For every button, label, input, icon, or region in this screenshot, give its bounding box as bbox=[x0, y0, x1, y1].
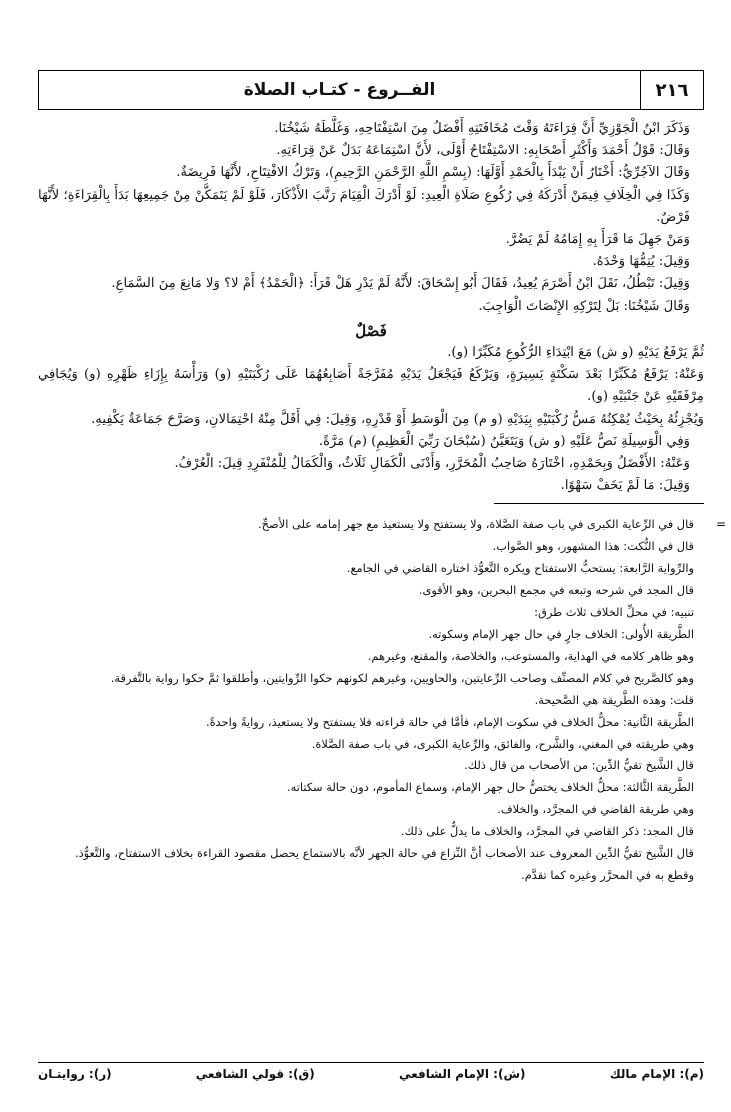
paragraph: وَمَنْ جَهِلَ مَا قَرَأَ بِهِ إِمَامُهُ لَمْ يَضُرَّ. bbox=[505, 232, 690, 248]
abbr-malik: (م): الإمام مالك bbox=[609, 1067, 704, 1081]
footnote-line: تنبيه: في محلِّ الخلاف ثلاث طرق: bbox=[534, 605, 694, 620]
paragraph: وَكَذَا فِي الْخِلَافِ فِيمَنْ أَدْرَكَهُ فِي رُكُوعِ صَلَاةِ الْعِيدِ: لَوْ أَدْرَكَ الْقِيَامَ رَتَّبَ الأَذْكَارَ، فَلَوْ لَمْ يَتَمَكَّنْ مِنْ جَمِيعِهَا بَدَأَ بِالْقِرَاءَةِ؛ لأَنَّهَا فَرْضٌ. bbox=[38, 187, 690, 225]
footnote-line: وهو كالصَّريح في كلام المصنِّف وصاحب الرِّعايتين، والحاويين، وغيرهم لكونهم حكوا الرِّوايتين، وأطلقوا ثمَّ حكوا رواية بالتَّفرقة. bbox=[110, 670, 694, 685]
footnote-line: الطَّريقة الأُولى: الخلاف جارٍ في حال جهر الإمام وسكوته. bbox=[428, 626, 694, 641]
continuation-mark: = bbox=[715, 517, 726, 532]
footnote-line: الطَّريقة الثَّانية: محلُّ الخلاف في سكوت الإمام، فأمَّا في حالة قراءته فلا يستفتح ولا يستعيذ، روايةً واحدةً. bbox=[205, 714, 694, 729]
paragraph: وَذَكَرَ ابْنُ الْجَوْزِيِّ أَنَّ قِرَاءَتَهُ وَقْتَ مُخَافَتَتِهِ أَفْضَلُ مِنَ اسْتِفْتَاحِهِ، وَغَلَّطَهُ شَيْخُنَا. bbox=[274, 121, 690, 136]
footnote-line bbox=[38, 514, 726, 536]
paragraph: وَقِيلَ: يُتِمُّهَا وَحْدَهُ. bbox=[592, 254, 690, 270]
paragraph: وَعَنْهُ: الأَفْضَلُ وَبِحَمْدِهِ، اخْتَارَهُ صَاحِبُ الْمُحَرَّرِ، وَأَدْنَى الْكَمَالِ ثَلَاثٌ، وَالْكَمَالُ لِلْمُنْفَرِدِ قِيلَ: الْعُرْفُ. bbox=[174, 456, 690, 472]
footnote-line: قال المجد: ذكر القاضي في المجرَّد، والخلاف ما يدلُّ على ذلك. bbox=[400, 824, 694, 839]
footnotes bbox=[38, 514, 726, 886]
abbr-two-narrations: (ر): روايتـان bbox=[38, 1067, 112, 1081]
paragraph: وَفِي الْوَسِيلَةِ نَصُّ عَلَيْهِ (و ش) وَيَتَعَيَّنُ (سُبْحَانَ رَبِّيَ الْعَظِيمِ) (م) مَرَّةً. bbox=[318, 433, 690, 449]
abbreviation-key bbox=[38, 1062, 704, 1081]
footnote-line: وهي طريقة القاضي في المجرَّد، والخلاف. bbox=[497, 802, 694, 817]
abbr-shafii-two-sayings: (ق): قولي الشافعي bbox=[195, 1067, 315, 1081]
footnote-line: قال المجد في شرحه وتبعه في مجمع البحرين، وهو الأقوى. bbox=[418, 583, 694, 598]
paragraph: وَيُجْزِئُهُ بِحَيْثُ يُمْكِنُهُ مَسُّ رُكْبَتَيْهِ بِيَدَيْهِ (و م) مِنَ الْوَسَطِ أَوْ قَدْرِهِ، وَقِيلَ: فِي أَقَلَّ مِنْهُ احْتِمَالانِ، وَصَرَّحَ جَمَاعَةٌ يَكْفِيهِ. bbox=[91, 411, 704, 427]
page-header bbox=[38, 70, 704, 110]
paragraph: وَقَالَ الآجُرِّيُّ: أَخْتَارُ أَنْ يَبْدَأَ بِالْحَمْدِ أَوَّلَهَا: (بِسْمِ اللَّهِ الرَّحْمَنِ الرَّحِيمِ)، وَتَرْكُ الافْتِتَاحِ، لأَنَّهَا فَرِيضَةٌ. bbox=[176, 165, 690, 181]
section-heading: فَصْلٌ bbox=[355, 321, 387, 340]
abbr-shafii: (ش): الإمام الشافعي bbox=[398, 1067, 526, 1081]
paragraph: وَقِيلَ: تَبْطُلُ، نَقَلَ ابْنُ أَصْرَمَ يُعِيدُ، فَقَالَ أَبُو إِسْحَاقَ: لأَنَّهُ لَمْ يَدْرِ هَلْ قَرَأَ: ﴿الْحَمْدُ﴾ أَمْ لا؟ وَلا مَانِعَ مِنَ السَّمَاعِ. bbox=[111, 276, 690, 292]
page-number: ٢١٦ bbox=[640, 71, 703, 109]
footnote-line: الطَّريقة الثَّالثة: محلُّ الخلاف يختصُّ حال جهر الإمام، وسماع المأموم، دون حالة سكتاته. bbox=[286, 780, 694, 795]
paragraph: وَقَالَ شَيْخُنَا: بَلْ لِتَرْكِهِ الإِنْصَاتَ الْوَاجِبَ. bbox=[478, 298, 690, 314]
footnote-line: والرِّواية الرَّابعة: يستحبُّ الاستفتاح ويكره التَّعوُّذ اختاره القاضي في الجامع. bbox=[346, 561, 694, 576]
footnote-separator bbox=[494, 503, 704, 504]
footnote-line: وهو ظاهر كلامه في الهداية، والمستوعب، والخلاصة، والمقنع، وغيرهم. bbox=[367, 648, 694, 663]
footnote-line: قال الشَّيخ تقيُّ الدِّين: من الأصحاب من قال ذلك. bbox=[464, 758, 694, 773]
footnote-line: وقطع به في المحرَّر وغيره كما تقدَّم. bbox=[521, 867, 694, 882]
footnote-line: قلت: وهذه الطَّريقة هي الصَّحيحة. bbox=[534, 692, 694, 707]
footnote-line: وهي طريقته في المغني، والشَّرح، والفائق، والرِّعاية الكبرى، في باب صفة الصَّلاة. bbox=[311, 736, 694, 751]
footnote-line: قال الشَّيخ تقيُّ الدِّين المعروف عند الأصحاب أنَّ النِّزاع في حالة الجهر لأنَّه بالاستماع يحصل مقصود القراءة بخلاف الاستفتاح، والتَّعوُّذ. bbox=[74, 846, 694, 861]
footnote-text: قال في الرِّعاية الكبرى في باب صفة الصَّلاة، ولا يستفتح ولا يستعيذ مع جهر إمامه على الأصحِّ. bbox=[258, 517, 694, 532]
paragraph: ثُمَّ يَرْفَعُ يَدَيْهِ (و ش) مَعَ ابْتِدَاءِ الرُّكُوعِ مُكَبِّرًا (و). bbox=[447, 345, 704, 361]
paragraph: وَقَالَ: قَوْلُ أَحْمَدَ وَأَكْثَرِ أَصْحَابِهِ: الاسْتِفْتَاحُ أَوْلَى، لأَنَّ اسْتِمَاعَهُ بَدَلٌ عَنْ قِرَاءَتِهِ. bbox=[276, 143, 690, 159]
main-text bbox=[38, 118, 704, 497]
footnote-line: قال في النُّكت: هذا المشهور، وهو الصَّواب. bbox=[492, 539, 694, 554]
paragraph: وَعَنْهُ: يَرْفَعُ مُكَبِّرًا بَعْدَ سَكْتَةٍ يَسِيرَةٍ، وَيَرْكَعُ فَيَجْعَلُ يَدَيْهِ مُفَرَّجَةً أَصَابِعُهُمَا عَلَى رُكْبَتَيْهِ (و) وَرَأْسَهُ بِإِزَاءِ ظَهْرِهِ (و) وَيُجَافِي مِرْفَقَيْهِ عَنْ جَنْبَيْهِ (و). bbox=[38, 367, 704, 405]
running-title: الفــروع - كتـاب الصلاة bbox=[243, 80, 436, 100]
paragraph: وَقِيلَ: مَا لَمْ يَخَفْ سَهْوًا. bbox=[560, 478, 690, 494]
page bbox=[38, 70, 726, 887]
